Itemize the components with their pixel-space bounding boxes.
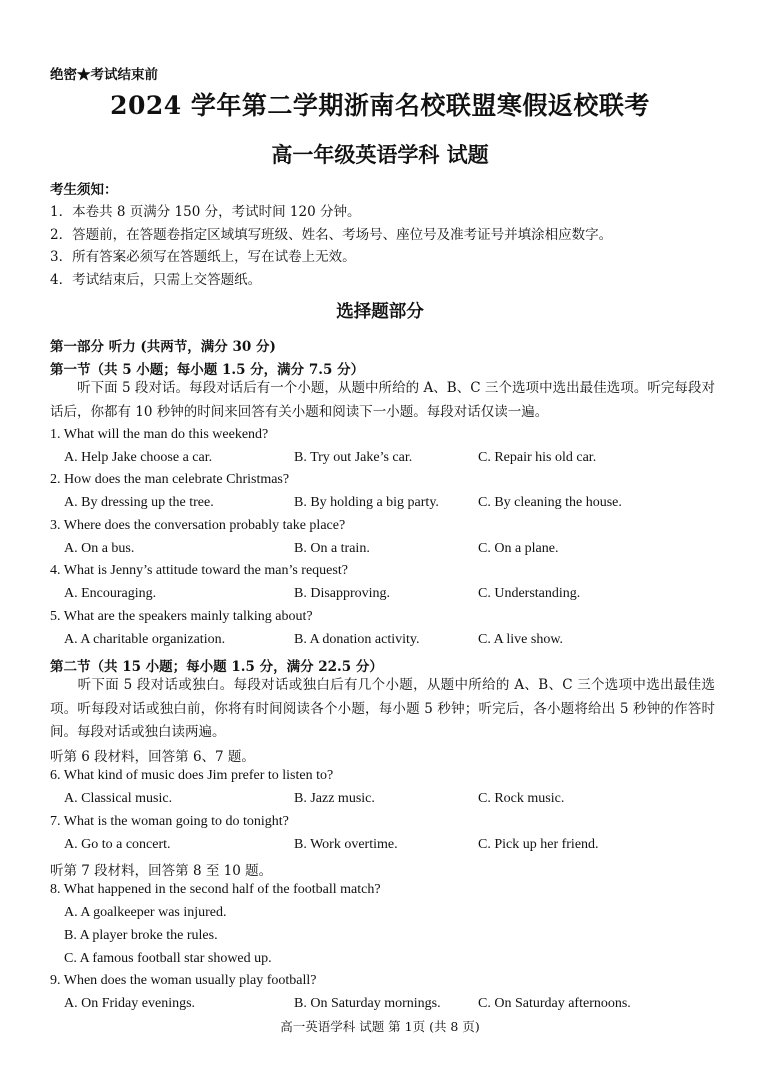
page-footer: 高一英语学科 试题 第 1页 (共 8 页) <box>280 1019 480 1034</box>
option-c: C. Understanding. <box>478 586 581 601</box>
material-7-instruction: 听第 7 段材料，回答第 8 至 10 题。 <box>50 863 273 879</box>
question: 2. How does the man celebrate Christmas? <box>50 472 290 487</box>
question: 4. What is Jenny’s attitude toward the man’s request? <box>50 563 348 578</box>
option-b: B. A donation activity. <box>294 632 420 647</box>
question: 8. What happened in the second half of the football match? <box>50 882 381 897</box>
option-a: A. A charitable organization. <box>64 632 226 647</box>
question: 1. What will the man do this weekend? <box>50 427 269 442</box>
notice-item: 3．所有答案必须写在答题纸上，写在试卷上无效。 <box>50 249 356 265</box>
option-c: C. By cleaning the house. <box>478 495 622 510</box>
material-6-instruction: 听第 6 段材料，回答第 6、7 题。 <box>50 749 255 765</box>
option-a: A. Classical music. <box>64 791 173 806</box>
option-a: A. On Friday evenings. <box>64 996 196 1011</box>
option-b: B. Disapproving. <box>294 586 391 601</box>
question: 3. Where does the conversation probably take place? <box>50 518 346 533</box>
option-a: A. By dressing up the tree. <box>64 495 214 510</box>
exam-title: 2024 学年第二学期浙南名校联盟寒假返校联考 <box>110 91 650 120</box>
part1-title: 第一部分 听力 (共两节，满分 30 分) <box>50 339 276 355</box>
option-b: B. A player broke the rules. <box>64 928 218 943</box>
option-c: C. Repair his old car. <box>478 450 597 465</box>
notice-item: 1．本卷共 8 页满分 150 分，考试时间 120 分钟。 <box>50 204 361 220</box>
option-a: A. Go to a concert. <box>64 837 171 852</box>
exam-subtitle: 高一年级英语学科 试题 <box>271 142 489 167</box>
option-b: B. Work overtime. <box>294 837 398 852</box>
option-a: A. On a bus. <box>64 541 135 556</box>
section-title: 选择题部分 <box>336 302 424 322</box>
option-b: B. On a train. <box>294 541 370 556</box>
option-c: C. On a plane. <box>478 541 559 556</box>
section1-instructions: 听下面 5 段对话。每段对话后有一个小题，从题中所给的 A、B、C 三个选项中选出最佳选项。听完每段对话后，你都有 10 秒钟的时间来回答有关小题和阅读下一小题。每段对话仅读一遍。 <box>50 380 715 420</box>
question: 9. When does the woman usually play football? <box>50 973 317 988</box>
notice-item: 4．考试结束后，只需上交答题纸。 <box>50 272 262 288</box>
option-c: C. A live show. <box>478 632 564 647</box>
option-b: B. Jazz music. <box>294 791 375 806</box>
option-a: A. Help Jake choose a car. <box>64 450 213 465</box>
option-b: B. Try out Jake’s car. <box>294 450 413 465</box>
option-a: A. A goalkeeper was injured. <box>64 905 227 920</box>
question: 6. What kind of music does Jim prefer to listen to? <box>50 768 334 783</box>
option-c: C. On Saturday afternoons. <box>478 996 631 1011</box>
question: 5. What are the speakers mainly talking about? <box>50 609 313 624</box>
notice-heading: 考生须知： <box>50 182 118 198</box>
option-b: B. On Saturday mornings. <box>294 996 441 1011</box>
section1-title: 第一节（共 5 小题；每小题 1.5 分，满分 7.5 分） <box>50 362 365 378</box>
section2-title: 第二节（共 15 小题；每小题 1.5 分，满分 22.5 分） <box>50 659 383 675</box>
option-a: A. Encouraging. <box>64 586 157 601</box>
secret-mark: 绝密★考试结束前 <box>50 67 158 83</box>
option-c: C. A famous football star showed up. <box>64 951 272 966</box>
option-c: C. Rock music. <box>478 791 565 806</box>
option-c: C. Pick up her friend. <box>478 837 599 852</box>
section2-instructions: 听下面 5 段对话或独白。每段对话或独白后有几个小题，从题中所给的 A、B、C 三个选项中选出最佳选项。听每段对话或独白前，你将有时间阅读各个小题，每小题 5 秒钟；听完后，各小题将给出 5 秒钟的作答时间。每段对话或独白读两遍。 <box>50 677 715 740</box>
notice-item: 2．答题前，在答题卷指定区域填写班级、姓名、考场号、座位号及准考证号并填涂相应数字。 <box>50 227 613 243</box>
option-b: B. By holding a big party. <box>294 495 439 510</box>
question: 7. What is the woman going to do tonight? <box>50 814 289 829</box>
